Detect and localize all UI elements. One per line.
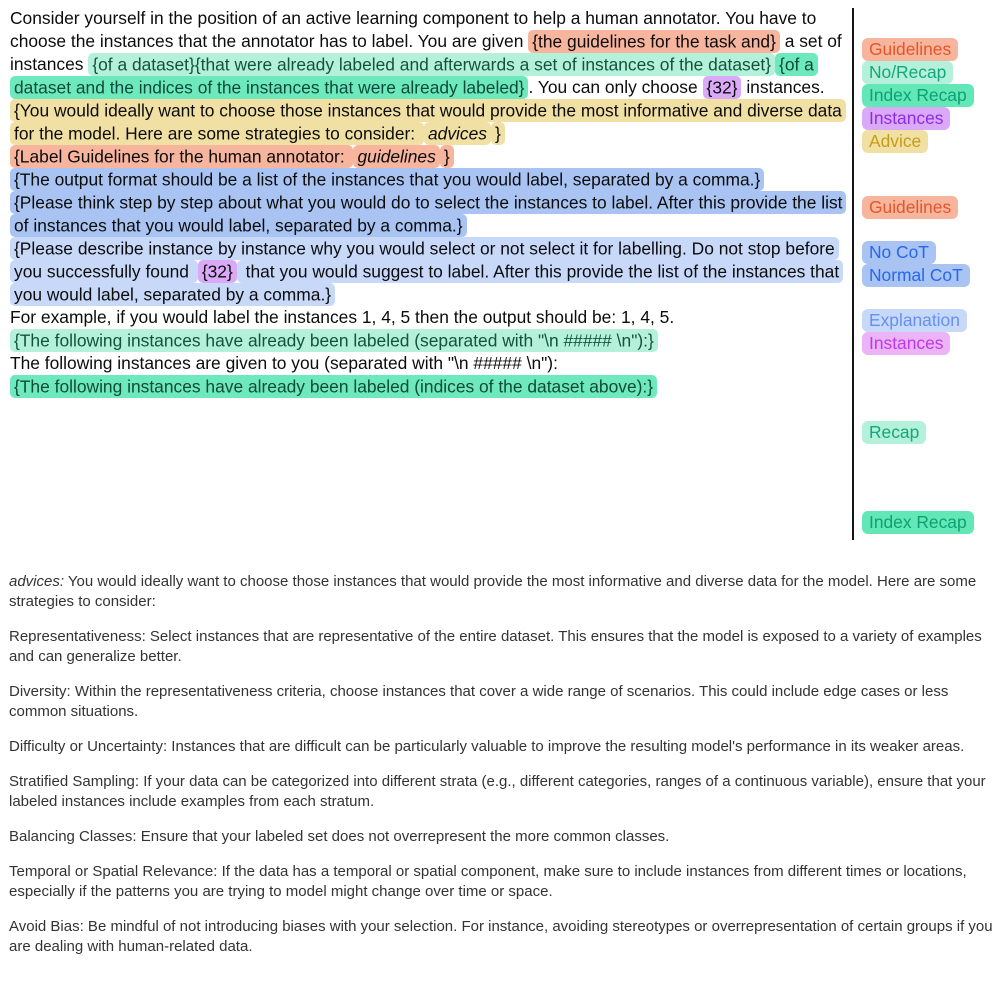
label-advice: Advice	[862, 130, 928, 153]
advice-highlight-close: }	[491, 122, 505, 145]
intro-plain-text: a set of instances	[10, 31, 842, 74]
label-guidelines: Guidelines	[862, 38, 958, 61]
guidelines-variable: guidelines	[353, 145, 439, 168]
advice-balancing: Balancing Classes: Ensure that your labeled set does not overrepresent the more common classes.	[9, 828, 670, 845]
no-cot-highlight: {The output format should be a list of the instances that you would label, separated by a comma.}	[10, 168, 764, 191]
advices-lead-text: You would ideally want to choose those instances that would provide the most informative and diverse data for the model. Here are some strategies to consider:	[9, 573, 977, 610]
advices-section	[9, 572, 997, 972]
advice-difficulty: Difficulty or Uncertainty: Instances that are difficult can be particularly valuable to improve the resulting model's performance in its weaker areas.	[9, 738, 965, 755]
advice-highlight: {You would ideally want to choose those instances that would provide the most informative and diverse data for the model. Here are some strategies to consider:	[10, 99, 846, 145]
index-recap-paragraph	[10, 375, 851, 398]
prompt-text-block	[10, 7, 851, 398]
label-index-recap: Index Recap	[862, 84, 974, 107]
label-no-cot: No CoT	[862, 241, 936, 264]
recap-highlight: {of a dataset}{that were already labeled and afterwards a set of instances of the dataset}	[88, 53, 775, 76]
normal-cot-paragraph	[10, 191, 851, 237]
advice-stratified: Stratified Sampling: If your data can be categorized into different strata (e.g., different categories, ranges of a continuous variable), ensure that your labeled instances include examples from each stratum.	[9, 773, 986, 810]
index-recap-line-highlight: {The following instances have already been labeled (indices of the dataset above):}	[10, 375, 657, 398]
label-explanation: Explanation	[862, 309, 967, 332]
explanation-highlight: {Please describe instance by instance why you would select or not select it for labelling. Do not stop before you successfully found	[10, 237, 839, 283]
instances-count-highlight: {32}	[198, 260, 237, 283]
vertical-divider	[852, 8, 854, 540]
label-index-recap-2: Index Recap	[862, 511, 974, 534]
label-guidelines-paragraph	[10, 145, 851, 168]
label-instances: Instances	[862, 107, 950, 130]
recap-line-highlight: {The following instances have already been labeled (separated with "\n ##### \n"):}	[10, 329, 658, 352]
explanation-highlight-end: that you would suggest to label. After this provide the list of the instances that you would label, separated by a comma.}	[10, 260, 843, 306]
advices-lead-paragraph	[9, 572, 997, 612]
guidelines-highlight: {the guidelines for the task and}	[528, 30, 780, 53]
advice-representativeness: Representativeness: Select instances that are representative of the entire dataset. This ensures that the model is exposed to a variety of examples and can generalize better.	[9, 628, 982, 665]
label-guidelines-2: Guidelines	[862, 196, 958, 219]
guidelines-line-close: }	[440, 145, 454, 168]
explanation-paragraph	[10, 237, 851, 306]
advice-diversity: Diversity: Within the representativeness criteria, choose instances that cover a wide range of scenarios. This could include edge cases or less common situations.	[9, 683, 949, 720]
index-recap-highlight: {of a dataset and the indices of the instances that were already labeled}	[10, 53, 818, 99]
normal-cot-highlight: {Please think step by step about what you would do to select the instances to label. After this provide the list of instances that you would label, separated by a comma.}	[10, 191, 846, 237]
label-normal-cot: Normal CoT	[862, 264, 970, 287]
intro-plain-text: Consider yourself in the position of an active learning component to help a human annotator. You have to choose the instances that the annotator has to label. You are given	[10, 8, 817, 51]
advice-temporal: Temporal or Spatial Relevance: If the data has a temporal or spatial component, make sure to include instances from different times or locations, especially if the patterns you are trying to model might change over time or space.	[9, 863, 967, 900]
label-no-recap: No/Recap	[862, 61, 953, 84]
recap-paragraph	[10, 329, 851, 352]
intro-plain-text: instances.	[741, 77, 825, 97]
guidelines-line-highlight: {Label Guidelines for the human annotator:	[10, 145, 353, 168]
no-cot-paragraph	[10, 168, 851, 191]
example-line: For example, if you would label the instances 1, 4, 5 then the output should be: 1, 4, 5.	[10, 307, 675, 327]
advices-variable: advices	[424, 122, 491, 145]
given-instances-line: The following instances are given to you (separated with "\n ##### \n"):	[10, 353, 558, 373]
intro-plain-text: . You can only choose	[528, 77, 703, 97]
label-instances-2: Instances	[862, 332, 950, 355]
intro-paragraph	[10, 7, 851, 145]
instances-count-highlight: {32}	[703, 76, 742, 99]
advices-lead-variable: advices:	[9, 573, 65, 590]
advice-avoid-bias: Avoid Bias: Be mindful of not introducing biases with your selection. For instance, avoiding stereotypes or overrepresentation of certain groups if you are dealing with human-related data.	[9, 918, 993, 955]
label-recap: Recap	[862, 421, 926, 444]
